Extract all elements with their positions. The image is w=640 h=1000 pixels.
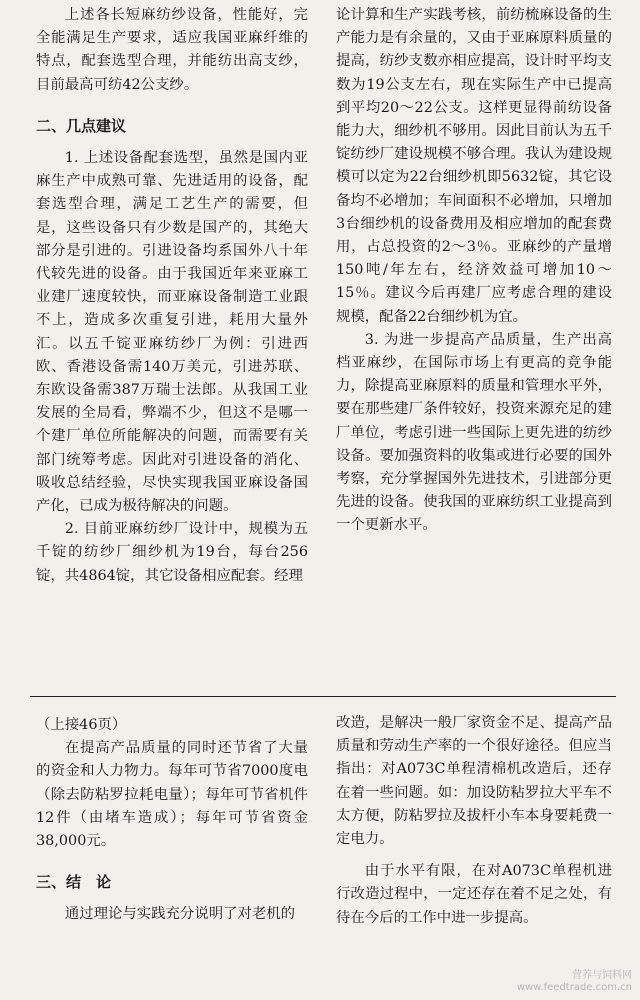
watermark-url: www.feedtrade.com.cn (516, 982, 632, 993)
closing-paragraph: 由于水平有限，在对A073C单程机进行改造过程中，一定还存在着不足之处，有待在今后的工作中进一步提高。 (336, 863, 612, 926)
suggestion-item-3: 3. 为进一步提高产品质量，生产出高档亚麻纱，在国际市场上有更高的竞争能力，除提高亚麻原料的质量和管理水平外，要在那些建厂条件较好，投资来源充足的建厂单位，考虑引进一些国际上更先进的纺纱设备。要加强资料的收集或进行必要的国外考察，充分掌握国外先进技术，引进部分更先进的设备。使我国的亚麻纺织工业提高到一个更新水平。 (336, 331, 612, 534)
suggestion-item-2: 2. 目前亚麻纺纱厂设计中，规模为五千锭的纺纱厂细纱机为19台，每台256锭，共4864锭，其它设备相应配套。经理 (36, 521, 308, 584)
suggestion-item-2-continued: 论计算和生产实践考核，前纺梳麻设备的生产能力是有余量的，又由于亚麻原料质量的提高，纺纱支数亦相应提高，设计时平均支数为19公支左右，现在实际生产中已提高到平均20～22公支。这样更显得前纺设备能力大，细纱机不够用。因此目前认为五千锭纺纱厂建设规模不够合理。我认为建设规模可以定为22台细纱机即5632锭，其它设备均不必增加；车间面积不必增加，只增加3台细纱机的设备费用及相应增加的配套费用，占总投资的2～3％。亚麻纱的产量增150吨/年左右，经济效益可增加10～15％。建议今后再建厂应考虑合理的建设规模，配备22台细纱机为宜。 (336, 7, 612, 325)
conclusion-paragraph: 通过理论与实践充分说明了对老机的 (64, 906, 296, 923)
bottom-right-column (336, 712, 612, 930)
top-right-column (336, 4, 612, 538)
section-heading-conclusion: 三、结 论 (36, 873, 112, 892)
continued-from-note: （上接46页） (36, 717, 127, 733)
top-left-column (36, 4, 308, 588)
intro-paragraph: 上述各长短麻纺纱设备，性能好，完全能满足生产要求，适应我国亚麻纤维的特点，配套选型合理，并能纺出高支纱，目前最高可纺42公支纱。 (36, 7, 308, 93)
article-divider-line (30, 696, 616, 697)
watermark-site-name: 营养与饲料网 (572, 970, 632, 981)
savings-paragraph: 在提高产品质量的同时还节省了大量的资金和人力物力。每年可节省7000度电（除去防粘罗拉耗电量）；每年可节省机件12件（由堵车造成）；每年可节省资金38,000元。 (36, 740, 308, 850)
site-watermark (517, 970, 632, 994)
section-heading-suggestions: 二、几点建议 (36, 116, 127, 135)
bottom-left-column (36, 714, 308, 927)
conclusion-paragraph-continued: 改造，是解决一般厂家资金不足、提高产品质量和劳动生产率的一个很好途径。但应当指出：对A073C单程清棉机改造后，还存在着一些问题。如：加设防粘罗拉大平车不太方便，防粘罗拉及拔杆小车本身要耗费一定电力。 (336, 715, 612, 848)
suggestion-item-1: 1. 上述设备配套选型，虽然是国内亚麻生产中成熟可靠、先进适用的设备，配套选型合理，满足工艺生产的需要，但是，这些设备只有少数是国产的，其绝大部分是引进的。引进设备均系国外八十年代较先进的设备。由于我国近年来亚麻工业建厂速度较快，而亚麻设备制造工业跟不上，造成多次重复引进，耗用大量外汇。以五千锭亚麻纺纱厂为例：引进西欧、香港设备需140万美元，引进苏联、东欧设备需387万瑞士法郎。从我国工业发展的全局看，弊端不少，但这不是哪一个建厂单位所能解决的问题，而需要有关部门统筹考虑。因此对引进设备的消化、吸收总结经验，尽快实现我国亚麻设备国产化，已成为极待解决的问题。 (36, 150, 308, 515)
